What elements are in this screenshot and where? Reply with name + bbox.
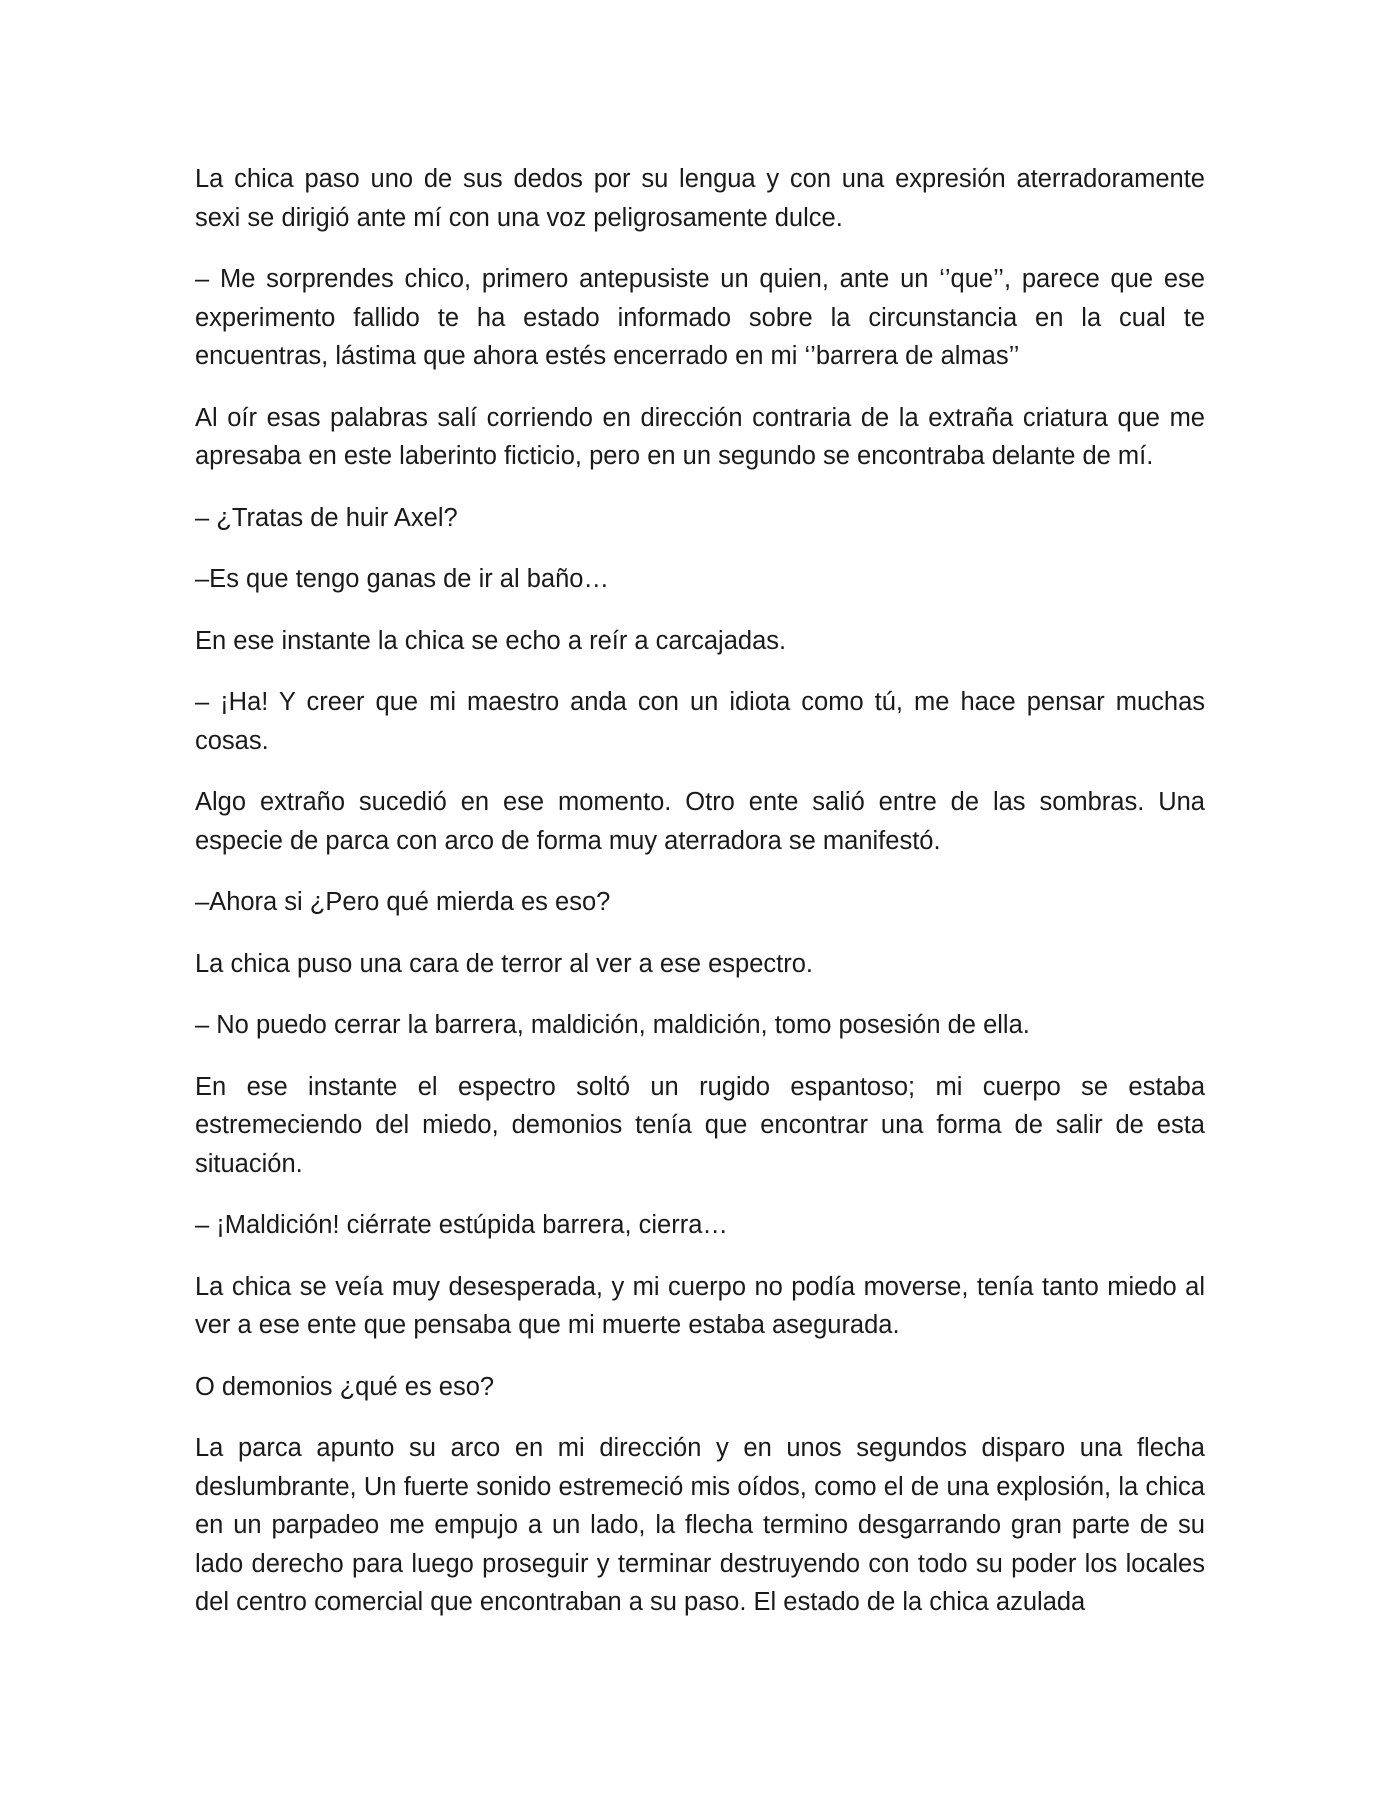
paragraph-9: –Ahora si ¿Pero qué mierda es eso? [195,888,611,916]
paragraph-11: – No puedo cerrar la barrera, maldición, maldición, tomo posesión de ella. [195,1011,1030,1039]
paragraph-2: – Me sorprendes chico, primero antepusiste un quien, ante un ‘’que’’, parece que ese experimento fallido te ha estado informado sobre la circunstancia en la cual te encuentras, lástima que ahora estés encerrado en mi ‘’barrera de almas’’ [195,265,1205,370]
paragraph-7: – ¡Ha! Y creer que mi maestro anda con un idiota como tú, me hace pensar muchas cosas. [195,688,1205,755]
paragraph-12: En ese instante el espectro soltó un rugido espantoso; mi cuerpo se estaba estremeciendo del miedo, demonios tenía que encontrar una forma de salir de esta situación. [195,1072,1205,1178]
paragraph-15: O demonios ¿qué es eso? [195,1372,495,1401]
paragraph-16: La parca apunto su arco en mi dirección y en unos segundos disparo una flecha deslumbrante, Un fuerte sonido estremeció mis oídos, como el de una explosión, la chica en un parpadeo me empujo a un lado, la flecha termino desgarrando gran parte de su lado derecho para luego proseguir y terminar destruyendo con todo su poder los locales del centro comercial que encontraban a su paso. El estado de la chica azulada [195,1434,1205,1616]
paragraph-3: Al oír esas palabras salí corriendo en dirección contraria de la extraña criatura que me apresaba en este laberinto ficticio, pero en un segundo se encontraba delante de mí. [195,403,1205,470]
paragraph-14: La chica se veía muy desesperada, y mi cuerpo no podía moverse, tenía tanto miedo al ver a ese ente que pensaba que mi muerte estaba asegurada. [195,1272,1205,1339]
paragraph-6: En ese instante la chica se echo a reír a carcajadas. [195,626,787,655]
paragraph-13: – ¡Maldición! ciérrate estúpida barrera, cierra… [195,1211,728,1239]
document-page [195,160,1205,1645]
paragraph-10: La chica puso una cara de terror al ver a ese espectro. [195,949,814,978]
paragraph-5: –Es que tengo ganas de ir al baño… [195,565,609,593]
paragraph-4: – ¿Tratas de huir Axel? [195,503,458,532]
paragraph-8: Algo extraño sucedió en ese momento. Otro ente salió entre de las sombras. Una especie de parca con arco de forma muy aterradora se manifestó. [195,788,1205,855]
paragraph-1: La chica paso uno de sus dedos por su lengua y con una expresión aterradoramente sexi se dirigió ante mí con una voz peligrosamente dulce. [195,165,1205,232]
